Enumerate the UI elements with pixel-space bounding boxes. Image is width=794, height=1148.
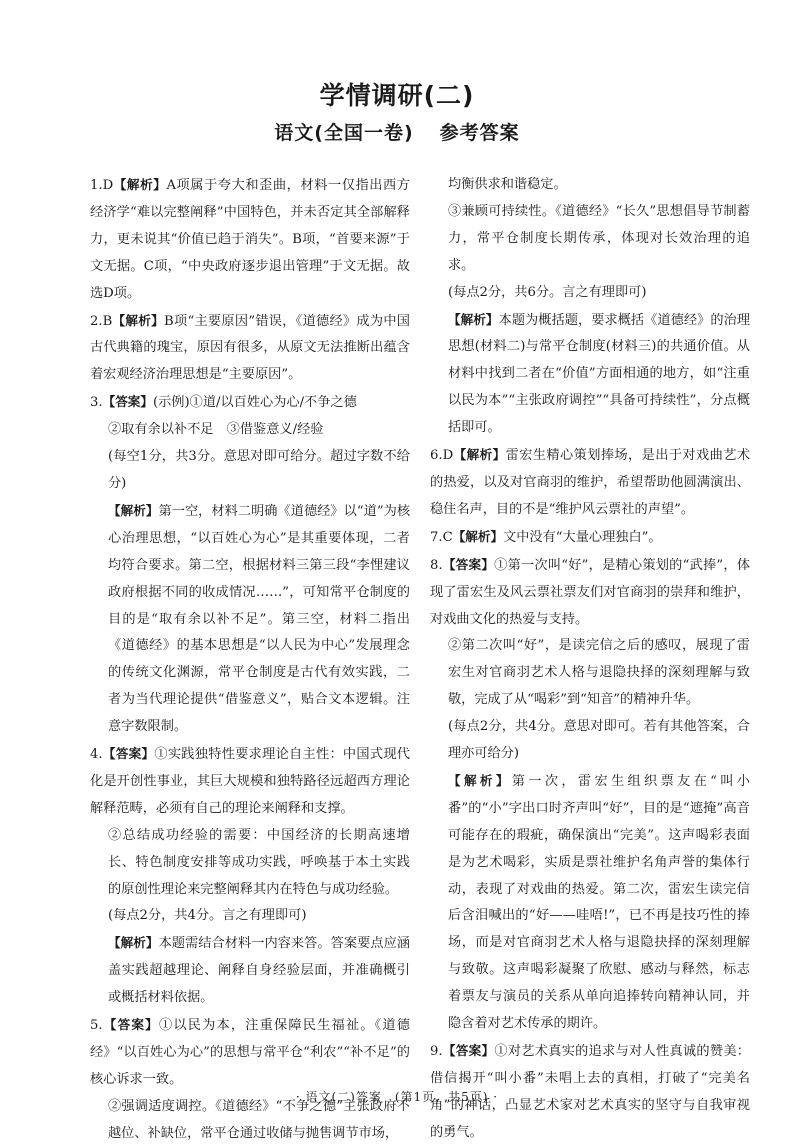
left-answer-block [90,308,410,390]
answer-text: ①对艺术真实的追求与对人性真诚的赞美：借信揭开“叫小番”未唱上去的真相，打破了“完美名角”的神话，凸显艺术家对艺术真实的坚守与自我审视的勇气。 [430,1044,750,1140]
answer-tag: 【答案】 [102,746,155,762]
answer-text: (每空1分，共3分。意思对即可给分。超过字数不给分) [108,449,410,491]
question-number: 8. [430,557,443,573]
question-number: 2.B [90,313,113,329]
page-footer: · 语文(二)答案 (第1页，共5页) · [295,1090,499,1104]
answer-tag: 【答案】 [102,394,153,410]
left-answer-block [90,903,410,930]
answer-tag: 【解析】 [108,502,159,518]
subtitle-answers: 参考答案 [439,122,520,144]
answer-tag: 【答案】 [102,1017,159,1033]
left-answer-block [90,823,410,904]
answer-text: (每点2分，共4分。意思对即可。若有其他答案，合理亦可给分) [448,719,750,762]
left-answer-block [90,389,410,417]
answer-text: ②强调适度调控。《道德经》“不争之德”主张政府不越位、补缺位，常平仓通过收储与抛售调节市场， [108,1098,410,1141]
answer-text: (每点2分，共4分。言之有理即可) [108,908,307,924]
answer-text: 均衡供求和谐稳定。 [448,177,567,192]
answer-text: B项“主要原因”错误，《道德经》成为中国古代典籍的瑰宝，原因有很多，从原文无法推断出蕴含着宏观经济治理思想是“主要原因”。 [90,313,410,383]
answer-text: (示例)①道/以百姓心为心/不争之德 [152,395,357,411]
question-number: 5. [90,1018,103,1034]
right-answer-block [430,552,750,634]
answer-text: 本题需结合材料一内容来答。答案要点应涵盖实践超越理论、阐释自身经验层面，并准确概引或概括材料依据。 [108,936,411,1006]
question-number: 6.D [430,448,454,464]
left-answer-block [90,741,410,823]
answer-tag: 【解析】 [452,528,504,544]
left-answer-block [90,172,410,308]
page-title: 学情调研(二) [319,81,475,110]
answer-text: ②取有余以补不足 ③借鉴意义/经验 [108,422,324,438]
right-answer-block [430,172,750,199]
question-number: 1.D [90,178,114,193]
answer-tag: 【答案】 [442,1043,495,1058]
answer-text: 雷宏生精心策划捧场，是出于对戏曲艺术的热爱，以及对官商羽的维护，希望帮助他圆满演出、稳住名声，目的不是“维护风云票社的声望”。 [430,448,751,517]
answer-text: ③兼顾可持续性。《道德经》“长久”思想倡导节制蓄力，常平仓制度长期传承，体现对长效治理的追求。 [448,203,750,273]
question-number: 7.C [430,529,453,545]
left-answer-block [90,1012,410,1094]
right-answer-block [430,714,750,768]
left-answer-block [90,444,410,498]
question-number: 9. [430,1044,443,1059]
answer-text: ①第一次叫“好”，是精心策划的“武捧”，体现了雷宏生及风云票社票友们对官商羽的崇拜和维护，对戏曲文化的热爱与支持。 [430,557,751,627]
answer-text: ①以民为本，注重保障民生福祉。《道德经》“以百姓心为心”的思想与常平仓“利农”“补不足”的核心诉求一致。 [90,1018,410,1087]
answer-tag: 【解析】 [448,311,499,327]
answer-text: A项属于夸大和歪曲，材料一仅指出西方经济学“难以完整阐释”中国特色，并未否定其全部解释力，更未说其“价值已趋于消失”。B项，“首要来源”于文无据。C项，“中央政府逐步退出管理”于文无据。故选D项。 [90,178,410,301]
left-answer-block [90,417,410,444]
left-column [90,172,410,1148]
question-number: 3. [90,395,103,411]
answer-text: 第一空，材料二明确《道德经》以“道”为核心治理思想，“以百姓心为心”是其重要体现，二者均符合要求。第二空，根据材料三第三段“李悝建议政府根据不同的收成情况……”，可知常平仓制度的目的是“取有余以补不足”。第三空，材料二指出《道德经》的基本思想是“以人民为中心”发展理念的传统文化渊源，常平仓制度是古代有效实践，二者为当代理论提供“借鉴意义”，贴合文本逻辑。注意字数限制。 [108,503,411,735]
left-answer-block [90,498,410,741]
answer-tag: 【答案】 [442,556,495,572]
right-answer-block [430,280,750,307]
answer-text: 本题为概括题，要求概括《道德经》的治理思想(材料二)与常平仓制度(材料三)的共通价值。从材料中找到二者在“价值”方面相通的地方，如“注重以民为本”“主张政府调控”“具备可持续性”，分点概括即可。 [448,312,751,436]
answer-text: ②第二次叫“好”，是读完信之后的感叹，展现了雷宏生对官商羽艺术人格与退隐抉择的深刻理解与致敬，完成了从“喝彩”到“知音”的精神升华。 [448,638,750,708]
right-answer-block [430,307,750,443]
right-answer-block [430,524,750,552]
answer-tag: 【解析】 [113,177,167,192]
answer-tag: 【解析】 [108,935,159,951]
question-number: 4. [90,747,103,763]
right-answer-block [430,442,750,524]
answer-tag: 【解析】 [112,312,165,328]
right-column [430,172,750,1147]
answer-tag: 【解析】 [448,772,512,788]
left-answer-block [90,930,410,1012]
subtitle-exam: 语文(全国一卷) [274,122,414,144]
answer-text: ②总结成功经验的需要：中国经济的长期高速增长、特色制度安排等成功实践，呼唤基于本土实践的原创性理论来完整阐释其内在特色与成功经验。 [108,827,410,897]
page-subtitle [0,118,794,145]
answer-text: (每点2分，共6分。言之有理即可) [448,284,647,300]
answer-text: ①实践独特性要求理论自主性：中国式现代化是开创性事业，其巨大规模和独特路径远超西方理论解释范畴，必须有自己的理论来阐释和支撑。 [90,747,410,816]
answer-text: 文中没有“大量心理独白”。 [503,529,662,545]
answer-tag: 【解析】 [453,447,506,463]
right-answer-block [430,633,750,714]
right-answer-block [430,768,750,1038]
answer-text: 第一次，雷宏生组织票友在“叫小番”的“小”字出口时齐声叫“好”，目的是“遮掩”高音可能存在的瑕疵，确保演出“完美”。这声喝彩表面是为艺术喝彩，实质是票社维护名角声誉的集体行动，表现了对戏曲的热爱。第二次，雷宏生读完信后含泪喊出的“好——哇唔!”，已不再是技巧性的捧场，而是对官商羽艺术人格与退隐抉择的深刻理解与致敬。这声喝彩凝聚了欣慰、感动与释然，标志着票友与演员的关系从单向追捧转向精神认同，并隐含着对艺术传承的期许。 [448,773,750,1032]
right-answer-block [430,199,750,280]
